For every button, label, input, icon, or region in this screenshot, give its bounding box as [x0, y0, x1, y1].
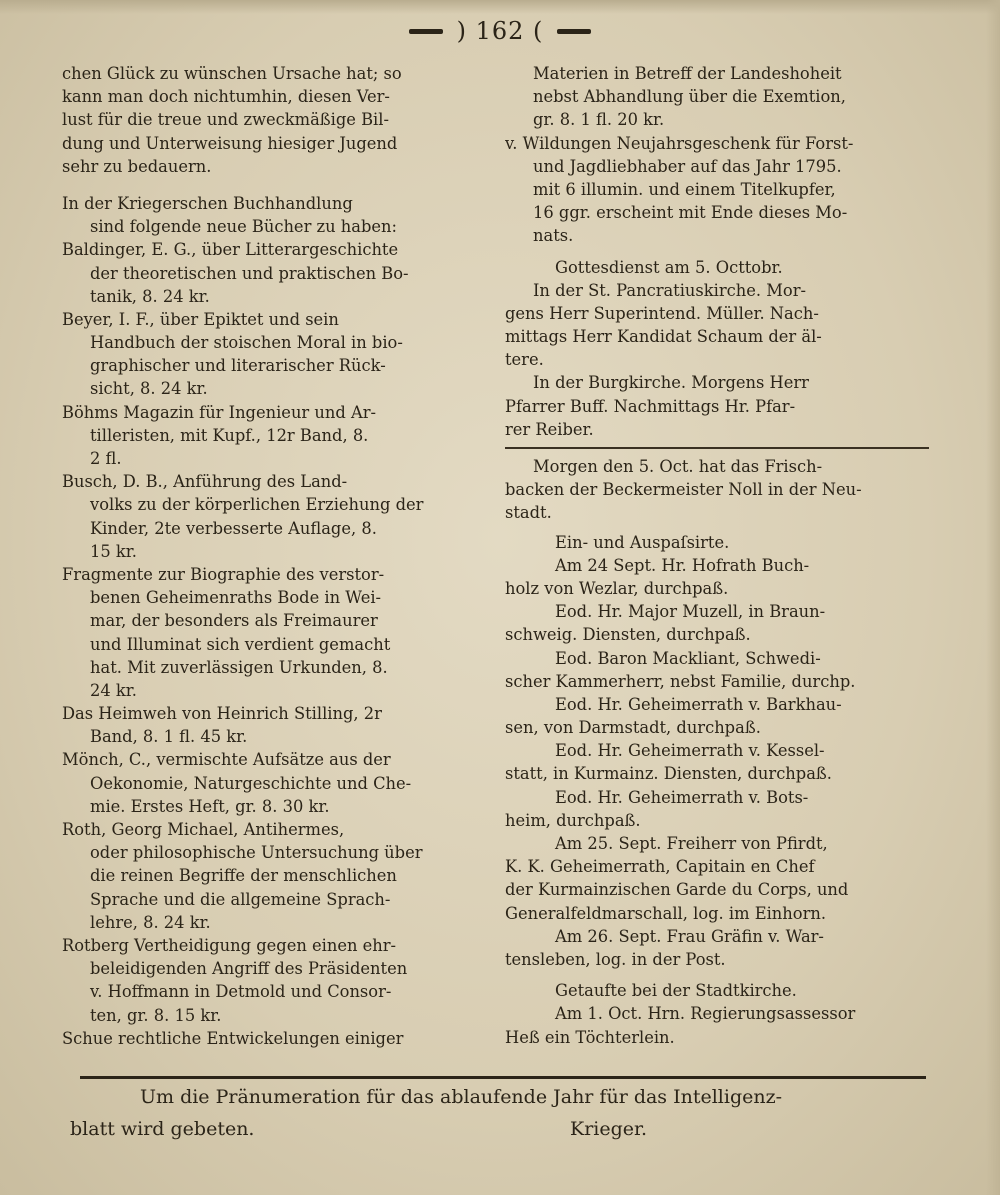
text-line: In der Kriegerschen Buchhandlung: [62, 193, 353, 213]
text-line: mittags Herr Kandidat Schaum der äl-: [505, 327, 822, 347]
text-line: Eod. Hr. Geheimerrath v. Kessel-: [555, 741, 825, 761]
paper-edge-shadow: [986, 0, 1000, 1195]
text-line: Eod. Hr. Geheimerrath v. Barkhau-: [555, 694, 842, 714]
text-line: Schue rechtliche Entwickelungen einiger: [62, 1028, 404, 1048]
text-line: tilleristen, mit Kupf., 12r Band, 8.: [90, 425, 369, 445]
bakery-notice: [505, 455, 929, 525]
text-line: Sprache und die allgemeine Sprach-: [90, 889, 391, 909]
text-line: gr. 8. 1 fl. 20 kr.: [533, 110, 665, 130]
text-line: Band, 8. 1 fl. 45 kr.: [90, 727, 248, 747]
text-line: beleidigenden Angriff des Präsidenten: [90, 959, 408, 979]
ornament-dash: [409, 29, 443, 34]
text-line: der theoretischen und praktischen Bo-: [90, 263, 409, 283]
text-line: Böhms Magazin für Ingenieur und Ar-: [62, 402, 377, 422]
text-line: In der St. Pancratiuskirche. Mor-: [533, 280, 806, 300]
text-line: Busch, D. B., Anführung des Land-: [62, 472, 348, 492]
text-line: nebst Abhandlung über die Exemtion,: [533, 87, 846, 107]
text-line: schweig. Diensten, durchpaß.: [505, 625, 751, 645]
footer-divider: [80, 1076, 926, 1079]
text-line: Kinder, 2te verbesserte Auflage, 8.: [90, 518, 377, 538]
text-line: tensleben, log. in der Post.: [505, 949, 726, 969]
text-line: lehre, 8. 24 kr.: [90, 912, 211, 932]
text-line: statt, in Kurmainz. Diensten, durchpaß.: [505, 764, 832, 784]
text-line: der Kurmainzischen Garde du Corps, und: [505, 880, 849, 900]
text-line: und Jagdliebhaber auf das Jahr 1795.: [533, 156, 842, 176]
text-line: tere.: [505, 350, 544, 370]
page-header: [380, 14, 620, 48]
text-line: Materien in Betreff der Landeshoheit: [533, 64, 842, 83]
church-services: [505, 256, 929, 442]
text-line: oder philosophische Untersuchung über: [90, 843, 423, 863]
travelers-list: [505, 531, 929, 972]
text-line: Fragmente zur Biographie des verstor-: [62, 564, 385, 584]
text-line: Eod. Baron Mackliant, Schwedi-: [555, 648, 821, 668]
footer-line: Um die Pränumeration für das ablaufende Jahr für das Intelligenz-: [140, 1086, 783, 1108]
text-line: Beyer, I. F., über Epiktet und sein: [62, 309, 339, 329]
text-line: v. Hoffmann in Detmold und Consor-: [90, 982, 392, 1002]
text-line: rer Reiber.: [505, 419, 594, 439]
text-line: 16 ggr. erscheint mit Ende dieses Mo-: [533, 203, 848, 223]
publisher-signature: Krieger.: [570, 1118, 648, 1140]
text-line: Oekonomie, Naturgeschichte und Che-: [90, 773, 412, 793]
text-line: volks zu der körperlichen Erziehung der: [90, 495, 424, 515]
text-line: und Illuminat sich verdient gemacht: [90, 634, 391, 654]
text-line: benen Geheimenraths Bode in Wei-: [90, 588, 382, 608]
text-line: Eod. Hr. Major Muzell, in Braun-: [555, 602, 826, 622]
text-line: sehr zu bedauern.: [62, 156, 212, 176]
text-line: chen Glück zu wünschen Ursache hat; so: [62, 64, 402, 83]
text-line: Eod. Hr. Geheimerrath v. Bots-: [555, 787, 809, 807]
book-list: [62, 192, 488, 1050]
footer-notice: [140, 1083, 940, 1111]
text-line: In der Burgkirche. Morgens Herr: [533, 373, 809, 393]
text-line: v. Wildungen Neujahrsgeschenk für Forst-: [505, 133, 854, 153]
text-line: Roth, Georg Michael, Antihermes,: [62, 820, 345, 839]
text-line: kann man doch nichtumhin, diesen Ver-: [62, 87, 390, 107]
ornament-dash: [557, 29, 591, 34]
footer-notice-line-2: [70, 1115, 930, 1143]
book-list-continued: [505, 62, 929, 248]
text-line: Rotberg Vertheidigung gegen einen ehr-: [62, 935, 397, 955]
right-column: [505, 62, 929, 1049]
paper-edge-shadow: [0, 0, 1000, 14]
text-line: Handbuch der stoischen Moral in bio-: [90, 333, 403, 353]
text-line: gens Herr Superintend. Müller. Nach-: [505, 303, 819, 323]
text-line: sen, von Darmstadt, durchpaß.: [505, 718, 761, 738]
text-line: mit 6 illumin. und einem Titelkupfer,: [533, 179, 836, 199]
text-line: Am 1. Oct. Hrn. Regierungsassessor: [555, 1004, 856, 1024]
text-line: hat. Mit zuverlässigen Urkunden, 8.: [90, 657, 388, 677]
text-line: tanik, 8. 24 kr.: [90, 286, 210, 306]
text-line: 24 kr.: [90, 680, 137, 700]
left-column: [62, 62, 488, 1050]
text-line: scher Kammerherr, nebst Familie, durchp.: [505, 671, 856, 691]
footer-line: blatt wird gebeten.: [70, 1118, 255, 1140]
text-line: dung und Unterweisung hiesiger Jugend: [62, 133, 398, 153]
text-line: Am 24 Sept. Hr. Hofrath Buch-: [555, 555, 810, 575]
text-line: heim, durchpaß.: [505, 810, 641, 830]
text-line: Generalfeldmarschall, log. im Einhorn.: [505, 903, 827, 923]
text-line: ten, gr. 8. 15 kr.: [90, 1005, 222, 1025]
text-line: mar, der besonders als Freimaurer: [90, 611, 378, 631]
text-line: Heß ein Töchterlein.: [505, 1027, 675, 1047]
text-line: 2 fl.: [90, 449, 122, 468]
text-line: backen der Beckermeister Noll in der Neu-: [505, 480, 862, 500]
text-line: Baldinger, E. G., über Litterargeschichte: [62, 240, 399, 260]
text-line: sicht, 8. 24 kr.: [90, 379, 208, 399]
text-line: graphischer und literarischer Rück-: [90, 356, 386, 376]
text-line: Morgen den 5. Oct. hat das Frisch-: [533, 457, 823, 476]
text-line: die reinen Begriffe der menschlichen: [90, 866, 397, 886]
text-line: stadt.: [505, 503, 552, 523]
text-line: Pfarrer Buff. Nachmittags Hr. Pfar-: [505, 396, 796, 416]
text-line: Am 26. Sept. Frau Gräfin v. War-: [555, 926, 824, 946]
text-line: 15 kr.: [90, 541, 137, 561]
section-heading: Getaufte bei der Stadtkirche.: [555, 981, 797, 1001]
text-line: holz von Wezlar, durchpaß.: [505, 578, 729, 598]
text-line: lust für die treue und zweckmäßige Bil-: [62, 110, 389, 130]
section-heading: Gottesdienst am 5. Octtobr.: [555, 257, 783, 277]
page-number: ) 162 (: [456, 17, 544, 45]
text-line: sind folgende neue Bücher zu haben:: [90, 217, 397, 237]
text-line: Mönch, C., vermischte Aufsätze aus der: [62, 750, 391, 770]
text-line: Am 25. Sept. Freiherr von Pfirdt,: [555, 834, 828, 853]
baptism-notice: [505, 979, 929, 1049]
intro-paragraph: [62, 62, 488, 178]
section-heading: Ein- und Auspaſsirte.: [555, 532, 730, 552]
text-line: nats.: [533, 226, 574, 246]
text-line: mie. Erstes Heft, gr. 8. 30 kr.: [90, 796, 330, 816]
section-divider: [505, 447, 929, 449]
text-line: K. K. Geheimerrath, Capitain en Chef: [505, 857, 815, 877]
text-line: Das Heimweh von Heinrich Stilling, 2r: [62, 704, 382, 724]
